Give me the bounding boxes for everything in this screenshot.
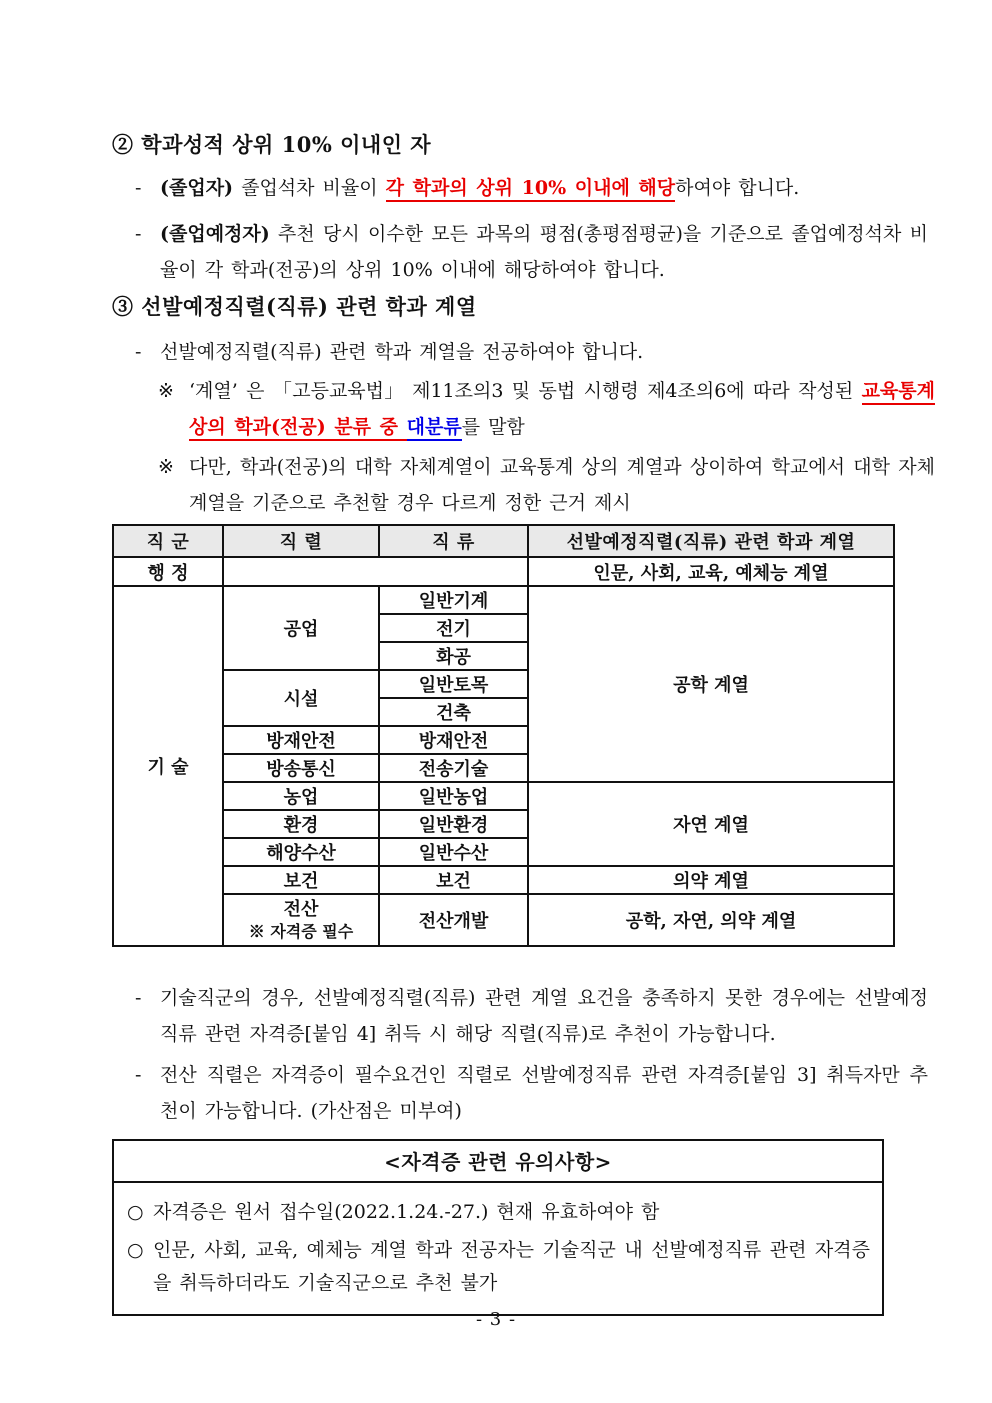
jeonsan-cert-required-note: ※ 자격증 필수	[248, 922, 354, 941]
note1-red-underline: 교육통계 상의 학과(전공) 분류 중	[189, 380, 935, 441]
cell-series-bangsong: 방송통신	[223, 754, 379, 782]
cell-class-jeongi: 전기	[379, 614, 528, 642]
cell-class-ilbantomok: 일반토목	[379, 670, 528, 698]
cell-series-jeonsan	[223, 894, 379, 946]
pre-graduate-text: 추천 당시 이수한 모든 과목의 평점(총평점평균)을 기준으로 졸업예정석차 비율이 각 학과(전공)의 상위 10% 이내에 해당하여야 합니다.	[160, 223, 928, 281]
circle-bullet: ○	[127, 1201, 144, 1223]
criteria-table	[112, 524, 895, 947]
cell-series-gongup: 공업	[223, 586, 379, 670]
cell-field-natural: 자연 계열	[528, 782, 894, 866]
bullet-item-major	[135, 334, 926, 370]
note-item-classification	[158, 373, 935, 445]
cell-series-hwangyeong: 환경	[223, 810, 379, 838]
cell-series-bangjae: 방재안전	[223, 726, 379, 754]
section-heading-field: ③ 선발예정직렬(직류) 관련 학과 계열	[112, 294, 477, 319]
notice-box-title: <자격증 관련 유의사항>	[114, 1141, 882, 1183]
note1-text-pre: ‘계열’ 은 「고등교육법」 제11조의3 및 동법 시행령 제4조의6에 따라 작성된	[189, 380, 862, 402]
cell-series-nongup: 농업	[223, 782, 379, 810]
table-header-row	[113, 525, 894, 557]
graduate-text-pre: 졸업석차 비율이	[233, 177, 386, 199]
bullet-item-graduate	[135, 170, 926, 206]
reference-marker: ※	[158, 456, 174, 478]
bullet-item-pre-graduate	[135, 216, 928, 288]
certificate-notice-box	[112, 1139, 884, 1316]
note-item-exception	[158, 449, 935, 521]
reference-marker: ※	[158, 380, 174, 402]
cell-class-jeonsong: 전송기술	[379, 754, 528, 782]
notice-item-validity	[127, 1196, 870, 1229]
note1-text-post: 를 말함	[461, 416, 525, 438]
table-row-jeonsan	[113, 894, 894, 946]
notice-item-humanities	[127, 1234, 870, 1300]
table-row	[113, 782, 894, 810]
cell-group-admin: 행 정	[113, 557, 223, 586]
cell-class-hwagong: 화공	[379, 642, 528, 670]
cell-class-ilbanhwangyeong: 일반환경	[379, 810, 528, 838]
dash-marker: -	[135, 987, 142, 1009]
jeonsan-label: 전산	[283, 899, 319, 920]
header-related-field: 선발예정직렬(직류) 관련 학과 계열	[528, 525, 894, 557]
dash-marker: -	[135, 223, 142, 245]
jeonsan-series-text: 전산 직렬은 자격증이 필수요건인 직렬로 선발예정직류 관련 자격증[붙임 3] 취득자만 추천이 가능합니다. (가산점은 미부여)	[160, 1064, 928, 1122]
note2-text: 다만, 학과(전공)의 대학 자체계열이 교육통계 상의 계열과 상이하여 학교에서 대학 자체계열을 기준으로 추천할 경우 다르게 정한 근거 제시	[189, 456, 935, 514]
graduate-text-post: 하여야 합니다.	[675, 177, 800, 199]
tech-group-text: 기술직군의 경우, 선발예정직렬(직류) 관련 계열 요건을 충족하지 못한 경우에는 선발예정직류 관련 자격증[붙임 4] 취득 시 해당 직렬(직류)로 추천이 가능합니다.	[160, 987, 928, 1045]
table-row	[113, 586, 894, 614]
graduate-text-red-underline: 각 학과의 상위 10% 이내에 해당	[386, 177, 675, 202]
major-text: 선발예정직렬(직류) 관련 학과 계열을 전공하여야 합니다.	[160, 341, 644, 363]
cell-group-tech: 기 술	[113, 586, 223, 946]
graduate-label: (졸업자)	[160, 177, 234, 199]
bullet-item-jeonsan-series	[135, 1057, 928, 1129]
note1-blue-underline: 대분류	[407, 416, 462, 441]
cell-class-bogeon: 보건	[379, 866, 528, 894]
header-job-series: 직 렬	[223, 525, 379, 557]
cell-series-haeyang: 해양수산	[223, 838, 379, 866]
cell-class-jeonsangaebal: 전산개발	[379, 894, 528, 946]
cell-class-geonchuk: 건축	[379, 698, 528, 726]
cell-series-siseol: 시설	[223, 670, 379, 726]
header-job-group: 직 군	[113, 525, 223, 557]
table-row	[113, 866, 894, 894]
table-row-admin	[113, 557, 894, 586]
dash-marker: -	[135, 177, 142, 199]
cell-field-mixed: 공학, 자연, 의약 계열	[528, 894, 894, 946]
cell-class-ilbangigye: 일반기계	[379, 586, 528, 614]
cell-field-engineering: 공학 계열	[528, 586, 894, 782]
cell-field-admin: 인문, 사회, 교육, 예체능 계열	[528, 557, 894, 586]
cell-class-ilbannongup: 일반농업	[379, 782, 528, 810]
dash-marker: -	[135, 341, 142, 363]
page-number: - 3 -	[475, 1309, 517, 1330]
cell-field-medical: 의약 계열	[528, 866, 894, 894]
dash-marker: -	[135, 1064, 142, 1086]
cell-class-ilbansusan: 일반수산	[379, 838, 528, 866]
cell-class-bangjae: 방재안전	[379, 726, 528, 754]
notice-item1-text: 자격증은 원서 접수일(2022.1.24.-27.) 현재 유효하여야 함	[153, 1201, 660, 1223]
header-job-class: 직 류	[379, 525, 528, 557]
pre-graduate-label: (졸업예정자)	[160, 223, 270, 245]
bullet-item-tech-group	[135, 980, 928, 1052]
cell-series-bogeon: 보건	[223, 866, 379, 894]
cell-admin-empty	[223, 557, 528, 586]
notice-box-body	[114, 1183, 882, 1314]
circle-bullet: ○	[127, 1239, 144, 1261]
notice-item2-text: 인문, 사회, 교육, 예체능 계열 학과 전공자는 기술직군 내 선발예정직류 관련 자격증을 취득하더라도 기술직군으로 추천 불가	[153, 1239, 870, 1294]
section-heading-grade: ② 학과성적 상위 10% 이내인 자	[112, 132, 432, 157]
